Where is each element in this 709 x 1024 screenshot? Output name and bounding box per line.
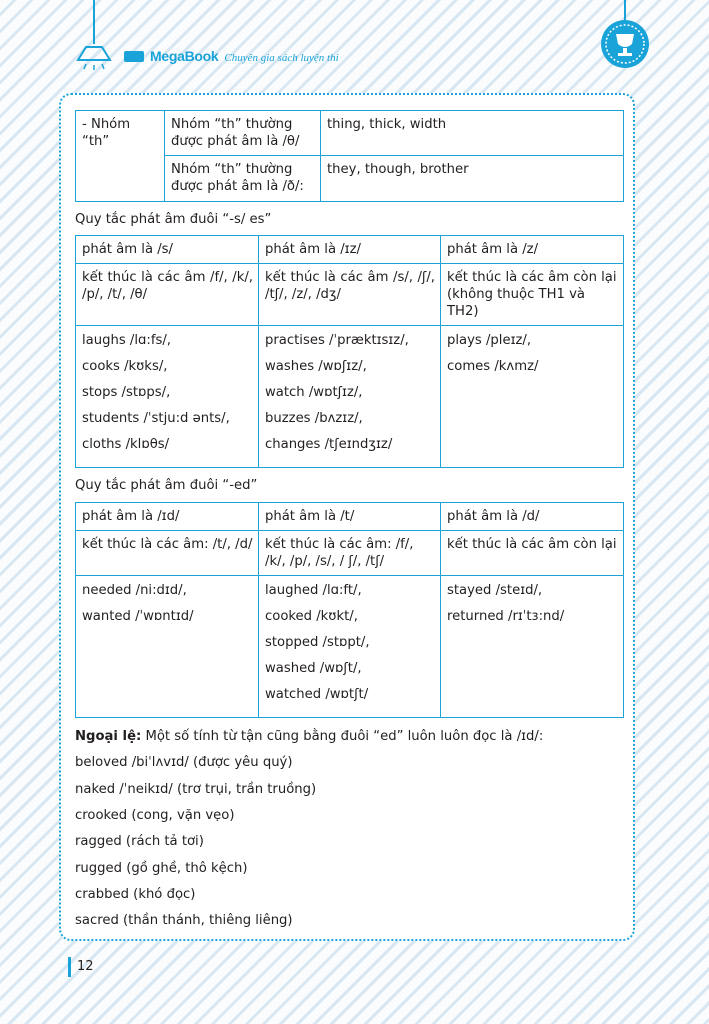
page-number: 12 xyxy=(68,957,94,977)
table-cell: they, though, brother xyxy=(321,156,624,201)
column-header: phát âm là /d/ xyxy=(441,502,624,530)
exceptions-label: Ngoại lệ: xyxy=(75,729,142,745)
list-item: needed /ni:dɪd/, xyxy=(82,583,187,599)
list-item: cooks /kʊks/, xyxy=(82,359,168,375)
table-cell: kết thúc là các âm: /f/, /k/, /p/, /s/, / ʃ/, /tʃ/ xyxy=(259,530,441,575)
column-header: phát âm là /ɪz/ xyxy=(259,235,441,263)
column-header: phát âm là /z/ xyxy=(441,235,624,263)
table-cell: kết thúc là các âm /s/, /ʃ/, /tʃ/, /z/, /dʒ/ xyxy=(259,263,441,325)
example-list xyxy=(76,576,259,718)
s-es-table xyxy=(75,235,624,469)
list-item: laughs /lɑ:fs/, xyxy=(82,333,171,349)
list-item: returned /rɪˈtɜ:nd/ xyxy=(447,609,565,625)
exceptions-intro xyxy=(75,728,623,754)
ceiling-lamp-icon xyxy=(74,0,116,76)
list-item: rugged (gồ ghề, thô kệch) xyxy=(75,860,248,876)
column-header: phát âm là /t/ xyxy=(259,502,441,530)
s-es-rule-title: Quy tắc phát âm đuôi “-s/ es” xyxy=(75,211,272,227)
example-list xyxy=(259,326,441,468)
list-item: crabbed (khó đọc) xyxy=(75,886,196,902)
example-list xyxy=(76,326,259,468)
megabook-logo-icon xyxy=(124,51,144,62)
list-item: laughed /lɑ:ft/, xyxy=(265,583,362,599)
table-row xyxy=(76,326,624,468)
trophy-badge-icon xyxy=(597,0,653,74)
table-cell: kết thúc là các âm: /t/, /d/ xyxy=(76,530,259,575)
list-item: wanted /ˈwɒntɪd/ xyxy=(82,609,194,625)
exceptions-intro-text: Một số tính từ tận cũng bằng đuôi “ed” luôn luôn đọc là /ɪd/: xyxy=(141,729,544,745)
table-cell: kết thúc là các âm /f/, /k/, /p/, /t/, /θ/ xyxy=(76,263,259,325)
page-content xyxy=(75,110,623,938)
th-group-label: - Nhóm “th” xyxy=(76,111,165,202)
list-item: stops /stɒps/, xyxy=(82,385,171,401)
th-table xyxy=(75,110,624,202)
table-cell: kết thúc là các âm còn lại (không thuộc TH1 và TH2) xyxy=(441,263,624,325)
list-item: stayed /steɪd/, xyxy=(447,583,543,599)
list-item: cooked /kʊkt/, xyxy=(265,609,358,625)
brand-name: MegaBook xyxy=(150,48,219,64)
exceptions-section xyxy=(75,728,623,938)
brand-logo xyxy=(124,48,339,64)
list-item: cloths /klɒθs/ xyxy=(82,437,170,453)
list-item: buzzes /bʌzɪz/, xyxy=(265,411,363,427)
ed-table xyxy=(75,502,624,718)
list-item: naked /ˈneikɪd/ (trơ trụi, trần truồng) xyxy=(75,781,317,797)
example-list xyxy=(441,326,624,468)
table-row xyxy=(76,530,624,575)
list-item: washed /wɒʃt/, xyxy=(265,661,362,677)
list-item: beloved /biˈlʌvɪd/ (được yêu quý) xyxy=(75,755,293,771)
example-list xyxy=(259,576,441,718)
column-header: phát âm là /ɪd/ xyxy=(76,502,259,530)
list-item: washes /wɒʃɪz/, xyxy=(265,359,367,375)
table-row xyxy=(76,263,624,325)
list-item: plays /pleɪz/, xyxy=(447,333,532,349)
list-item: watch /wɒtʃɪz/, xyxy=(265,385,363,401)
list-item: comes /kʌmz/ xyxy=(447,359,539,375)
table-cell: Nhóm “th” thường được phát âm là /ð/: xyxy=(165,156,321,201)
list-item: changes /tʃeɪndʒɪz/ xyxy=(265,437,393,453)
table-row xyxy=(76,576,624,718)
list-item: practises /ˈpræktɪsɪz/, xyxy=(265,333,409,349)
list-item: watched /wɒtʃt/ xyxy=(265,687,369,703)
table-cell: thing, thick, width xyxy=(321,111,624,156)
list-item: sacred (thần thánh, thiêng liêng) xyxy=(75,913,293,929)
brand-tagline: Chuyên gia sách luyện thi xyxy=(224,52,339,64)
ed-rule-title: Quy tắc phát âm đuôi “-ed” xyxy=(75,478,258,494)
list-item: ragged (rách tả tơi) xyxy=(75,834,204,850)
list-item: students /ˈstju:d ənts/, xyxy=(82,411,230,427)
table-cell: Nhóm “th” thường được phát âm là /θ/ xyxy=(165,111,321,156)
example-list xyxy=(441,576,624,718)
table-row xyxy=(76,111,624,156)
table-header-row xyxy=(76,502,624,530)
table-cell: kết thúc là các âm còn lại xyxy=(441,530,624,575)
column-header: phát âm là /s/ xyxy=(76,235,259,263)
page-header xyxy=(0,0,709,90)
list-item: crooked (cong, vặn vẹo) xyxy=(75,807,235,823)
list-item: stopped /stɒpt/, xyxy=(265,635,370,651)
table-header-row xyxy=(76,235,624,263)
